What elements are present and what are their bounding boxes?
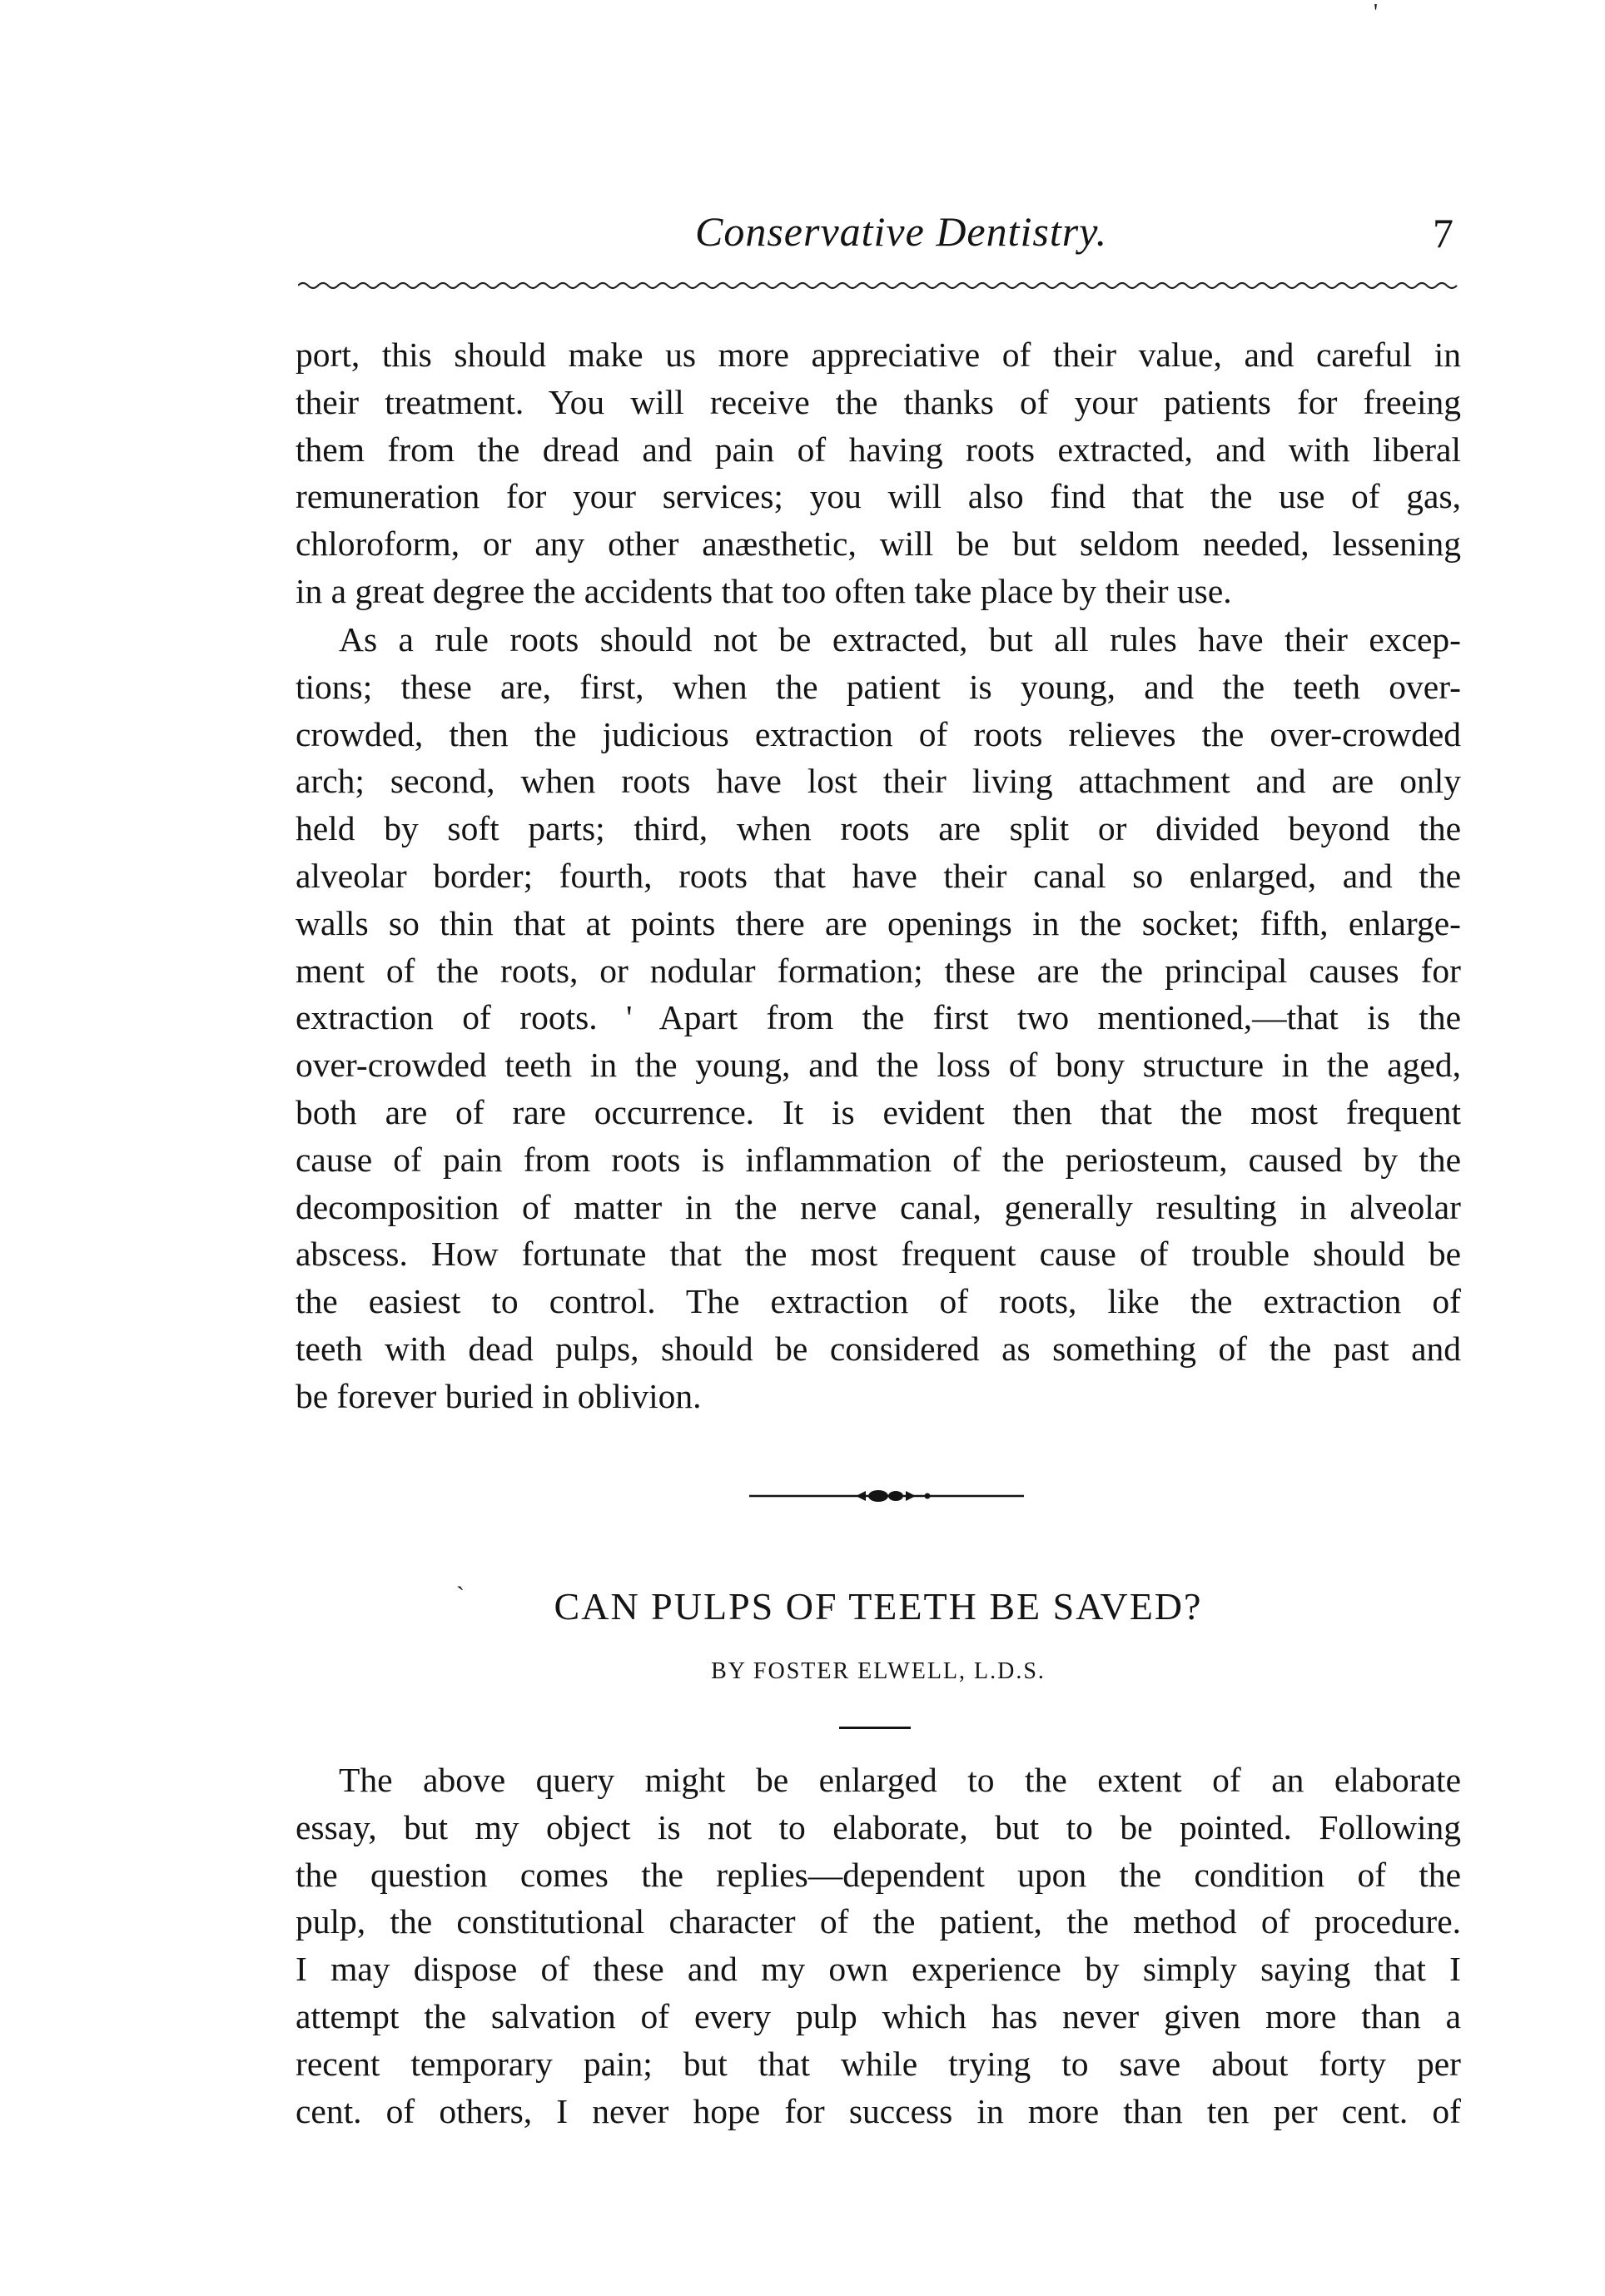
text-line: extraction of roots. ' Apart from the first two mentioned,—that is the — [296, 998, 1461, 1037]
text-line: remuneration for your services; you will also find that the use of gas, — [296, 477, 1461, 516]
paragraph-continued — [296, 331, 1461, 615]
text-line: in a great degree the accidents that too often take place by their use. — [296, 571, 1232, 610]
paragraph-article-opening — [296, 1757, 1461, 2134]
text-line: teeth with dead pulps, should be considered as something of the past and — [296, 1329, 1461, 1368]
text-line: I may dispose of these and my own experience by simply saying that I — [296, 1950, 1461, 1989]
byline-rule — [839, 1727, 911, 1729]
text-line: both are of rare occurrence. It is evident then that the most frequent — [296, 1092, 1461, 1131]
section-divider-ornament — [749, 1488, 1024, 1504]
text-line: over-crowded teeth in the young, and the loss of bony structure in the aged, — [296, 1046, 1461, 1085]
text-line: abscess. How fortunate that the most frequent cause of trouble should be — [296, 1235, 1461, 1274]
article-title: CAN PULPS OF TEETH BE SAVED? — [554, 1585, 1203, 1628]
text-line: the question comes the replies—dependent upon the condition of the — [296, 1855, 1461, 1894]
stray-mark: ' — [1374, 0, 1379, 26]
text-line: be forever buried in oblivion. — [296, 1376, 702, 1415]
text-line: cent. of others, I never hope for success in more than ten per cent. of — [296, 2091, 1461, 2130]
running-head — [296, 206, 1465, 273]
text-line: ment of the roots, or nodular formation; these are the principal causes for — [296, 951, 1461, 990]
text-line: chloroform, or any other anæsthetic, will be but seldom needed, lessening — [296, 524, 1461, 564]
running-title: Conservative Dentistry. — [695, 208, 1108, 255]
text-line: essay, but my object is not to elaborate, but to be pointed. Following — [296, 1807, 1461, 1846]
text-line: alveolar border; fourth, roots that have their canal so enlarged, and the — [296, 856, 1461, 895]
text-line: attempt the salvation of every pulp which has never given more than a — [296, 1996, 1461, 2035]
text-line: arch; second, when roots have lost their living attachment and are only — [296, 762, 1461, 801]
wavy-head-rule — [298, 280, 1462, 291]
title-stray-mark: ` — [456, 1582, 465, 1609]
author-byline: BY FOSTER ELWELL, L.D.S. — [711, 1658, 1046, 1684]
text-line: decomposition of matter in the nerve canal, generally resulting in alveolar — [296, 1187, 1461, 1226]
paragraph-root-extraction — [296, 616, 1461, 1420]
text-line: their treatment. You will receive the thanks of your patients for freeing — [296, 382, 1461, 421]
page-number: 7 — [1433, 210, 1453, 256]
text-line: As a rule roots should not be extracted, but all rules have their excep- — [339, 620, 1461, 658]
text-line: the easiest to control. The extraction of roots, like the extraction of — [296, 1282, 1461, 1321]
text-line: port, this should make us more appreciative of their value, and careful in — [296, 335, 1461, 374]
text-line: cause of pain from roots is inflammation of the periosteum, caused by the — [296, 1140, 1461, 1179]
text-line: tions; these are, first, when the patient is young, and the teeth over- — [296, 667, 1461, 706]
text-line: The above query might be enlarged to the extent of an elaborate — [339, 1761, 1461, 1799]
text-line: pulp, the constitutional character of the patient, the method of procedure. — [296, 1902, 1461, 1941]
text-line: them from the dread and pain of having roots extracted, and with liberal — [296, 430, 1461, 469]
text-line: walls so thin that at points there are openings in the socket; fifth, enlarge- — [296, 903, 1461, 942]
text-line: held by soft parts; third, when roots are split or divided beyond the — [296, 809, 1461, 848]
text-line: recent temporary pain; but that while trying to save about forty per — [296, 2044, 1461, 2083]
text-line: crowded, then the judicious extraction of roots relieves the over-crowded — [296, 714, 1461, 753]
